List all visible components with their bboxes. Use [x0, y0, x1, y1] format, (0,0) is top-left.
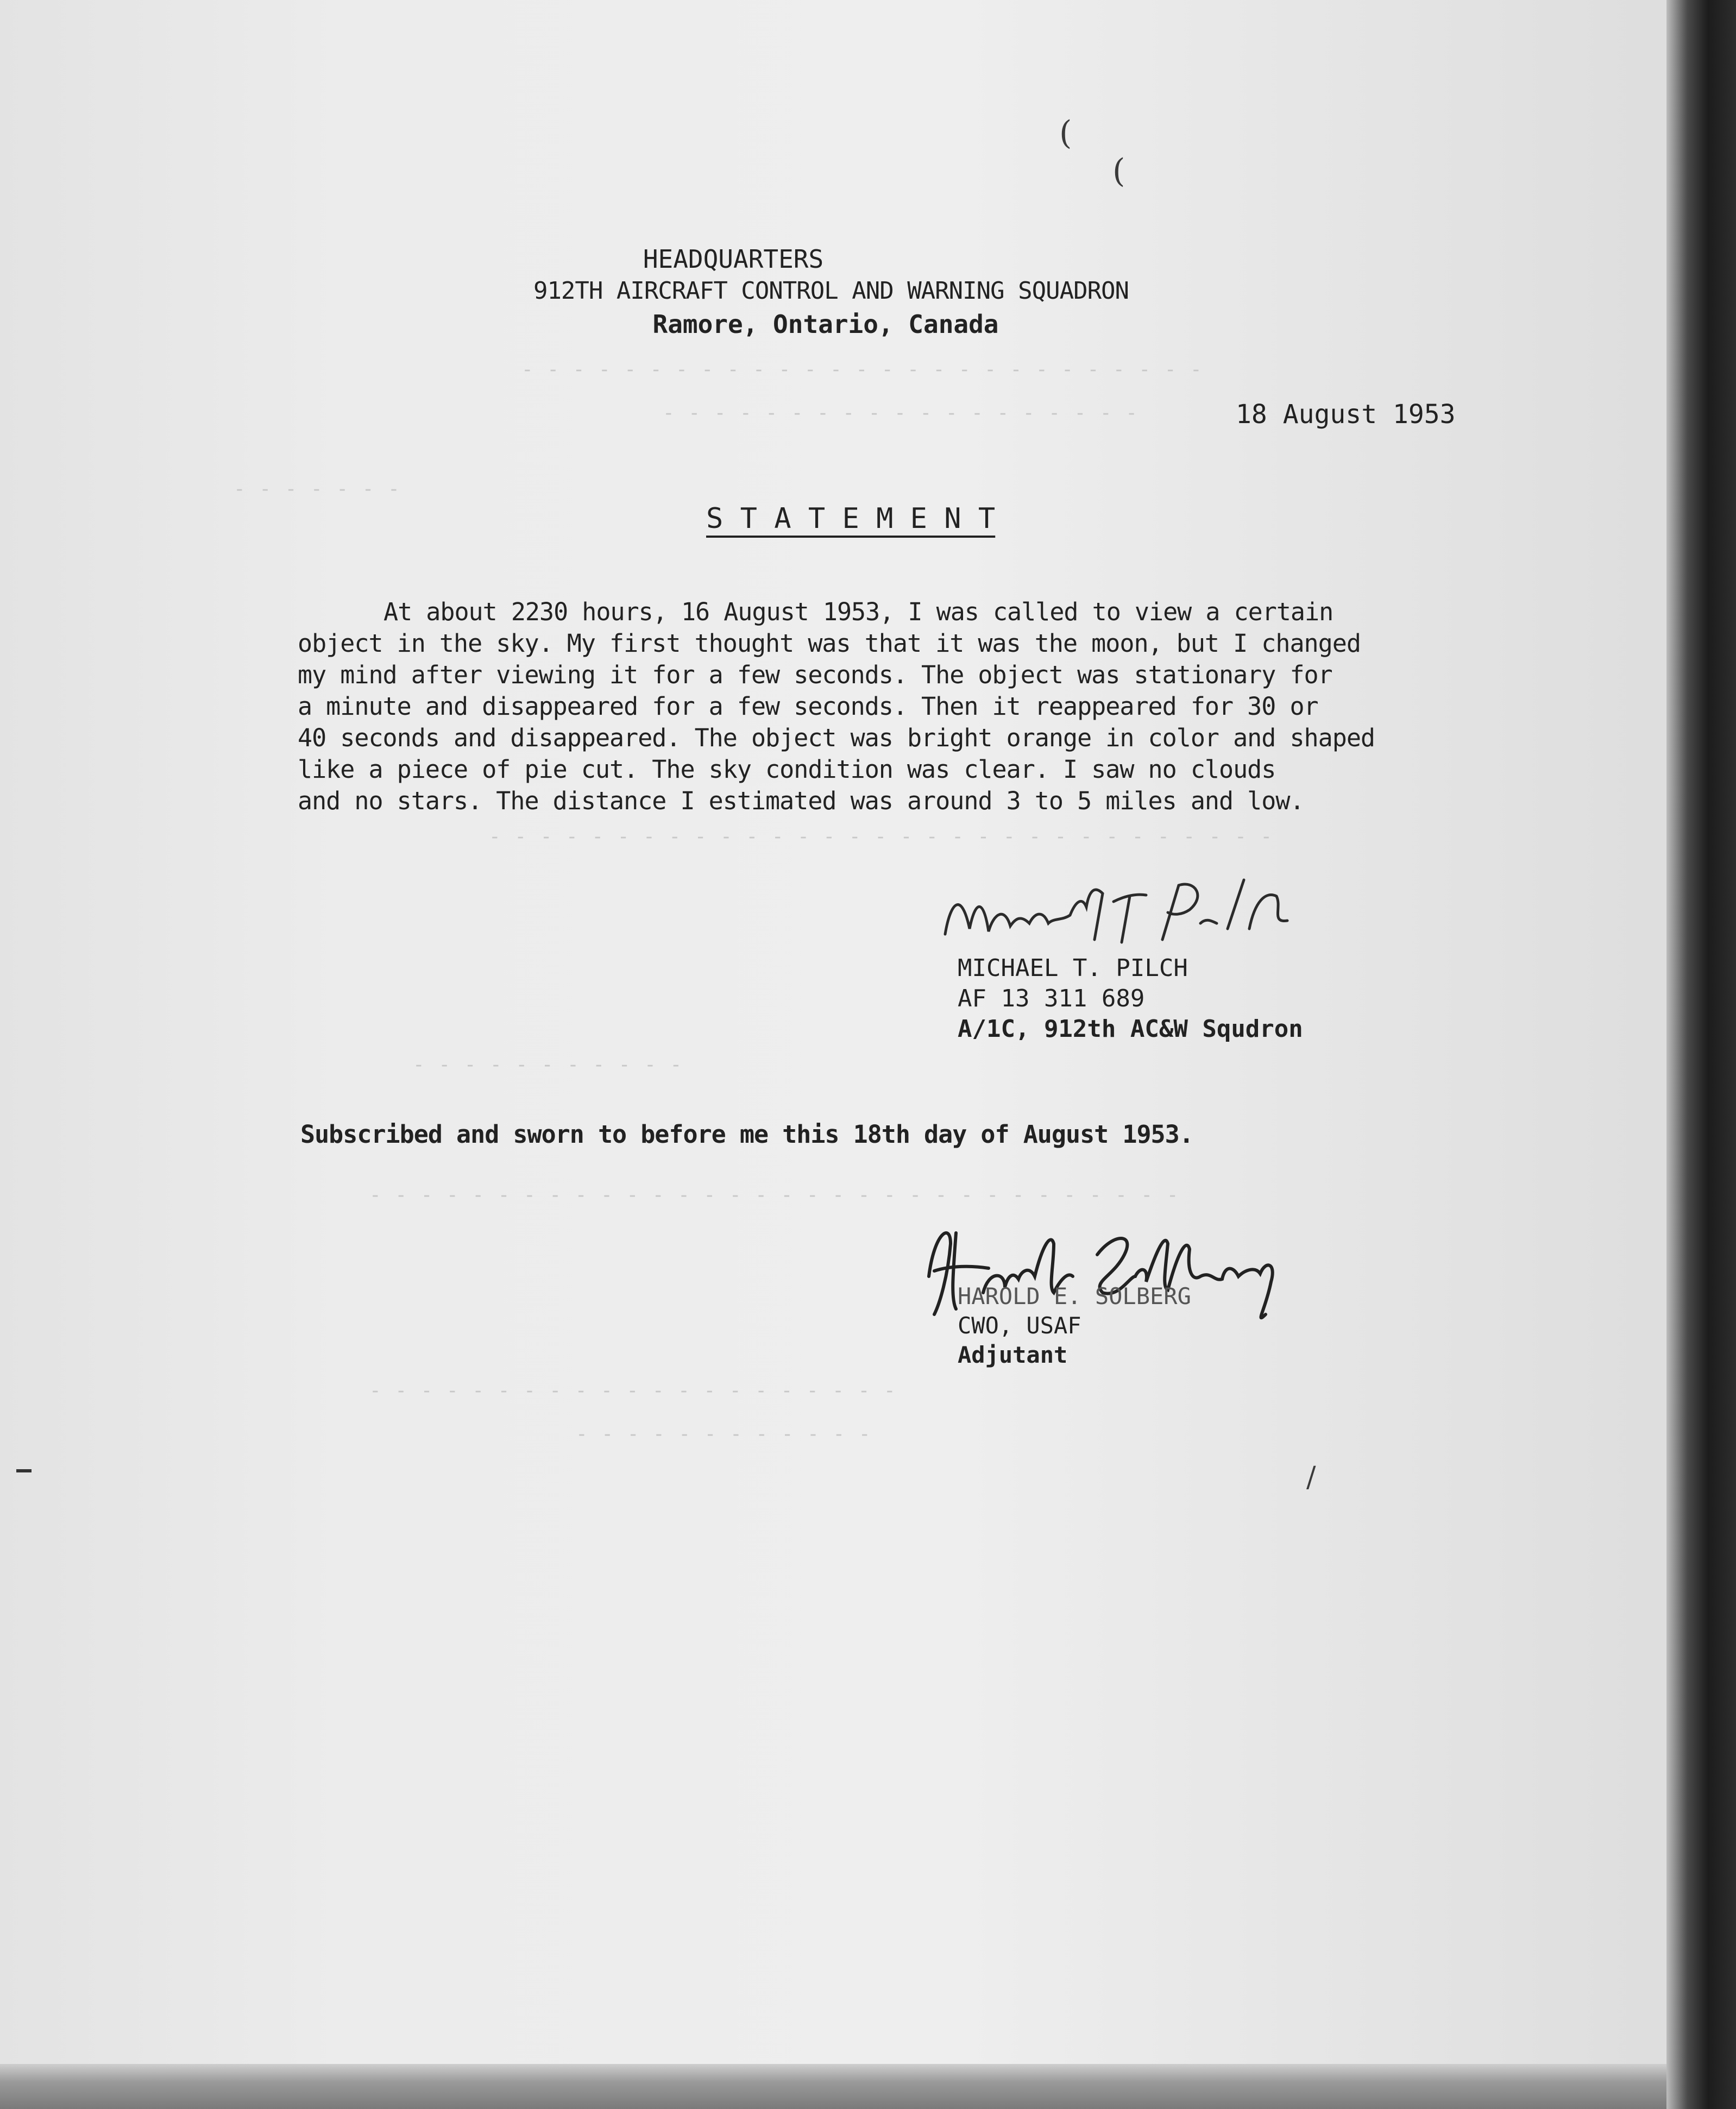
document-date: 18 August 1953	[1236, 399, 1456, 430]
signer1-name: MICHAEL T. PILCH	[958, 954, 1188, 982]
body-line: like a piece of pie cut. The sky condition was clear. I saw no clouds	[298, 755, 1276, 784]
ghost-text: - - - - - - - - - - - - - - - - - - - - - - - - - - - - - - - -	[369, 1184, 1180, 1206]
scan-edge-bottom	[0, 2064, 1666, 2109]
scan-mark: (	[1112, 152, 1125, 190]
body-line: At about 2230 hours, 16 August 1953, I was called to view a certain	[383, 597, 1334, 626]
signer2-name: HAROLD E. SOLBERG	[958, 1283, 1191, 1310]
body-line: my mind after viewing it for a few seconds. The object was stationary for	[298, 660, 1332, 689]
scan-mark	[16, 1469, 32, 1472]
signer1-unit: A/1C, 912th AC&W Squdron	[958, 1015, 1303, 1043]
signer2-title: Adjutant	[958, 1342, 1068, 1368]
ghost-text: - - - - - - - - - - - -	[576, 1423, 872, 1445]
scan-mark: /	[1306, 1461, 1316, 1494]
document-title: S T A T E M E N T	[706, 502, 996, 535]
ghost-text: - - - - - - -	[234, 478, 401, 500]
ghost-text: - - - - - - - - - - -	[413, 1054, 683, 1076]
signature-pilch	[940, 869, 1309, 950]
body-line: and no stars. The distance I estimated was around 3 to 5 miles and low.	[298, 786, 1304, 815]
body-line: a minute and disappeared for a few seconds. Then it reappeared for 30 or	[298, 692, 1318, 721]
header-line-2: 912TH AIRCRAFT CONTROL AND WARNING SQUADRON	[533, 277, 1129, 305]
signer1-serial: AF 13 311 689	[958, 985, 1145, 1012]
body-line: object in the sky. My first thought was that it was the moon, but I changed	[298, 629, 1361, 658]
body-line: 40 seconds and disappeared. The object was bright orange in color and shaped	[298, 723, 1375, 752]
scan-edge-right	[1666, 0, 1736, 2109]
ghost-text: - - - - - - - - - - - - - - - - - - -	[663, 402, 1139, 424]
ghost-text: - - - - - - - - - - - - - - - - - - - - - - - - - - - - - - -	[489, 826, 1274, 848]
scan-mark: (	[1059, 114, 1072, 152]
header-line-1: HEADQUARTERS	[643, 244, 824, 274]
header-line-3: Ramore, Ontario, Canada	[652, 310, 999, 339]
ghost-text: - - - - - - - - - - - - - - - - - - - - - - - - - - -	[521, 358, 1203, 381]
oath-statement: Subscribed and sworn to before me this 18th day of August 1953.	[300, 1120, 1193, 1149]
ghost-text: - - - - - - - - - - - - - - - - - - - - -	[369, 1380, 897, 1402]
signer2-rank: CWO, USAF	[958, 1312, 1081, 1339]
